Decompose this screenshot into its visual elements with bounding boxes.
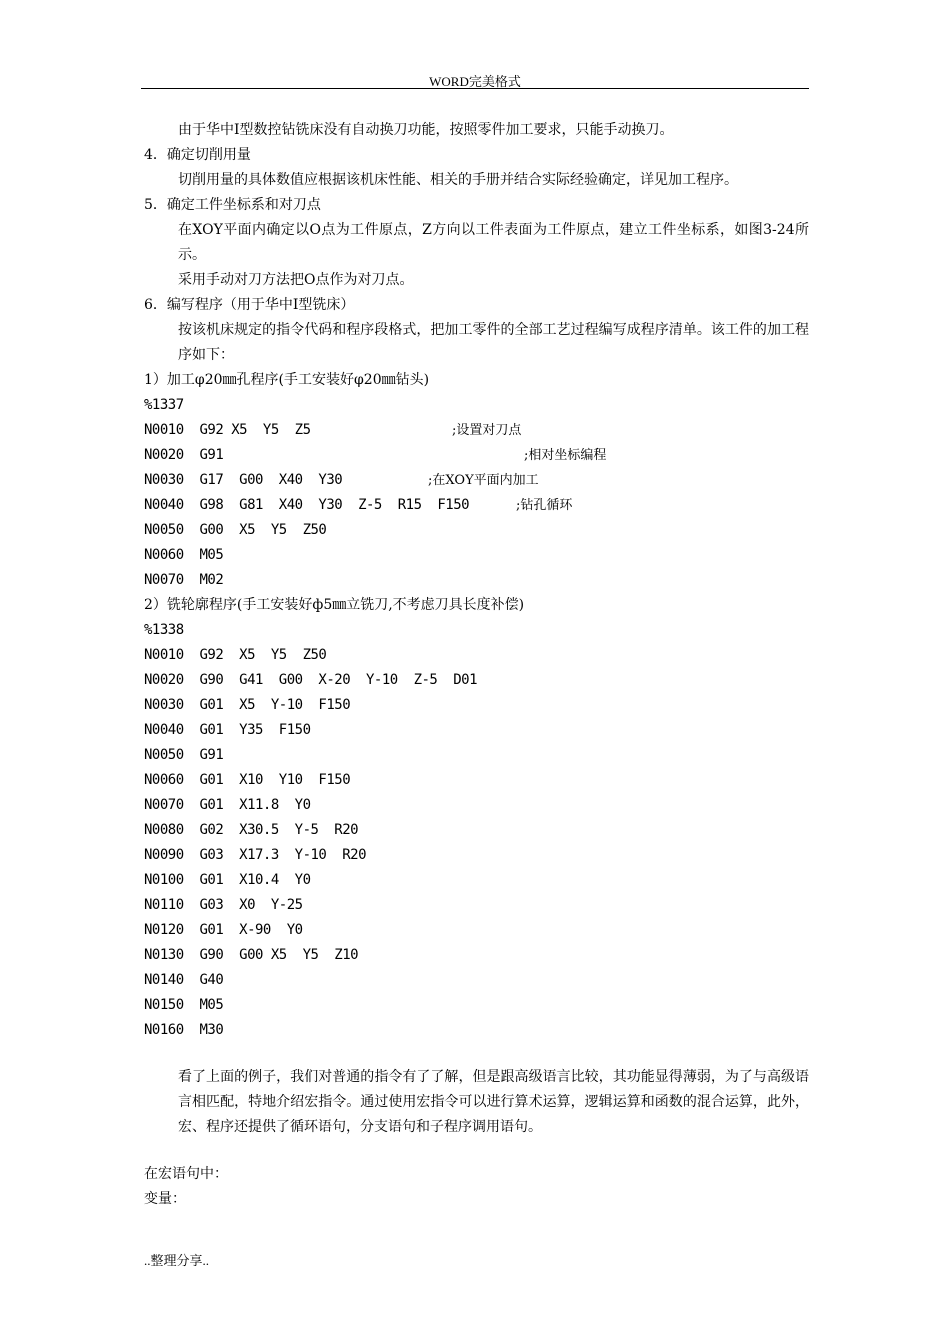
code-line: N0010 G92 X5 Y5 Z50 xyxy=(144,647,327,663)
code-line: N0020 G90 G41 G00 X-20 Y-10 Z-5 D01 xyxy=(144,672,478,688)
section-heading-6: 6．编写程序（用于华中Ⅰ型铣床） xyxy=(144,297,355,313)
code-line xyxy=(144,518,809,543)
code-line: N0060 G01 X10 Y10 F150 xyxy=(144,772,351,788)
program-2-number: %1338 xyxy=(144,622,184,638)
code-text: N0070 M02 xyxy=(144,572,224,588)
code-line: N0150 M05 xyxy=(144,997,224,1013)
paragraph: 看了上面的例子，我们对普通的指令有了了解，但是跟高级语言比较，其功能显得薄弱，为了与高级语言相匹配，特地介绍宏指令。通过使用宏指令可以进行算术运算，逻辑运算和函数的混合运算，此外，宏、程序还提供了循环语句，分支语句和子程序调用语句。 xyxy=(178,1069,809,1135)
code-text: N0050 G00 X5 Y5 Z50 xyxy=(144,522,327,538)
code-line: N0070 G01 X11.8 Y0 xyxy=(144,797,311,813)
paragraph: 采用手动对刀方法把O点作为对刀点。 xyxy=(178,272,414,288)
program-1-number: %1337 xyxy=(144,397,184,413)
program-2-title: 2）铣轮廓程序(手工安装好ф5㎜立铣刀,不考虑刀具长度补偿) xyxy=(144,597,525,613)
code-comment: ;设置对刀点 xyxy=(452,423,522,438)
code-line: N0110 G03 X0 Y-25 xyxy=(144,897,303,913)
code-line xyxy=(144,443,809,468)
paragraph: 在宏语句中： xyxy=(144,1166,228,1182)
paragraph: 切削用量的具体数值应根据该机床性能、相关的手册并结合实际经验确定，详见加工程序。 xyxy=(178,172,738,188)
code-line xyxy=(144,468,809,493)
program-1-title: 1）加工φ20㎜孔程序(手工安装好φ20㎜钻头) xyxy=(144,372,430,388)
code-line: N0090 G03 X17.3 Y-10 R20 xyxy=(144,847,367,863)
code-line: N0160 M30 xyxy=(144,1022,224,1038)
code-text: N0010 G92 X5 Y5 Z5 xyxy=(144,422,311,438)
spacer xyxy=(144,1140,809,1162)
code-line xyxy=(144,418,809,443)
page-footer: ..整理分享.. xyxy=(144,1253,210,1268)
code-line xyxy=(144,543,809,568)
code-text: N0060 M05 xyxy=(144,547,224,563)
section-heading-5: 5．确定工件坐标系和对刀点 xyxy=(144,197,321,213)
page-header-title: WORD完美格式 xyxy=(429,74,521,89)
paragraph: 在XOY平面内确定以O点为工件原点，Z方向以工件表面为工件原点，建立工件坐标系，如图3-24所示。 xyxy=(178,222,809,263)
code-line: N0040 G01 Y35 F150 xyxy=(144,722,311,738)
code-text: N0040 G98 G81 X40 Y30 Z-5 R15 F150 xyxy=(144,497,470,513)
code-line: N0050 G91 xyxy=(144,747,224,763)
code-line: N0120 G01 X-90 Y0 xyxy=(144,922,303,938)
paragraph: 按该机床规定的指令代码和程序段格式，把加工零件的全部工艺过程编写成程序清单。该工件的加工程序如下： xyxy=(178,322,809,363)
section-heading-4: 4．确定切削用量 xyxy=(144,147,251,163)
code-text: N0030 G17 G00 X40 Y30 xyxy=(144,472,343,488)
code-line xyxy=(144,568,809,593)
header-rule xyxy=(141,88,809,89)
code-text: N0020 G91 xyxy=(144,447,224,463)
code-comment: ;钻孔循环 xyxy=(516,498,573,513)
paragraph: 变量： xyxy=(144,1191,186,1207)
code-line xyxy=(144,493,809,518)
code-comment: ;相对坐标编程 xyxy=(524,448,607,463)
code-line: N0080 G02 X30.5 Y-5 R20 xyxy=(144,822,359,838)
code-comment: ;在XOY平面内加工 xyxy=(428,473,539,488)
code-line: N0130 G90 G00 X5 Y5 Z10 xyxy=(144,947,359,963)
document-body xyxy=(144,118,809,1212)
code-line: N0100 G01 X10.4 Y0 xyxy=(144,872,311,888)
code-line: N0140 G40 xyxy=(144,972,224,988)
code-line: N0030 G01 X5 Y-10 F150 xyxy=(144,697,351,713)
spacer xyxy=(144,1043,809,1065)
paragraph: 由于华中Ⅰ型数控钻铣床没有自动换刀功能，按照零件加工要求，只能手动换刀。 xyxy=(178,122,674,138)
